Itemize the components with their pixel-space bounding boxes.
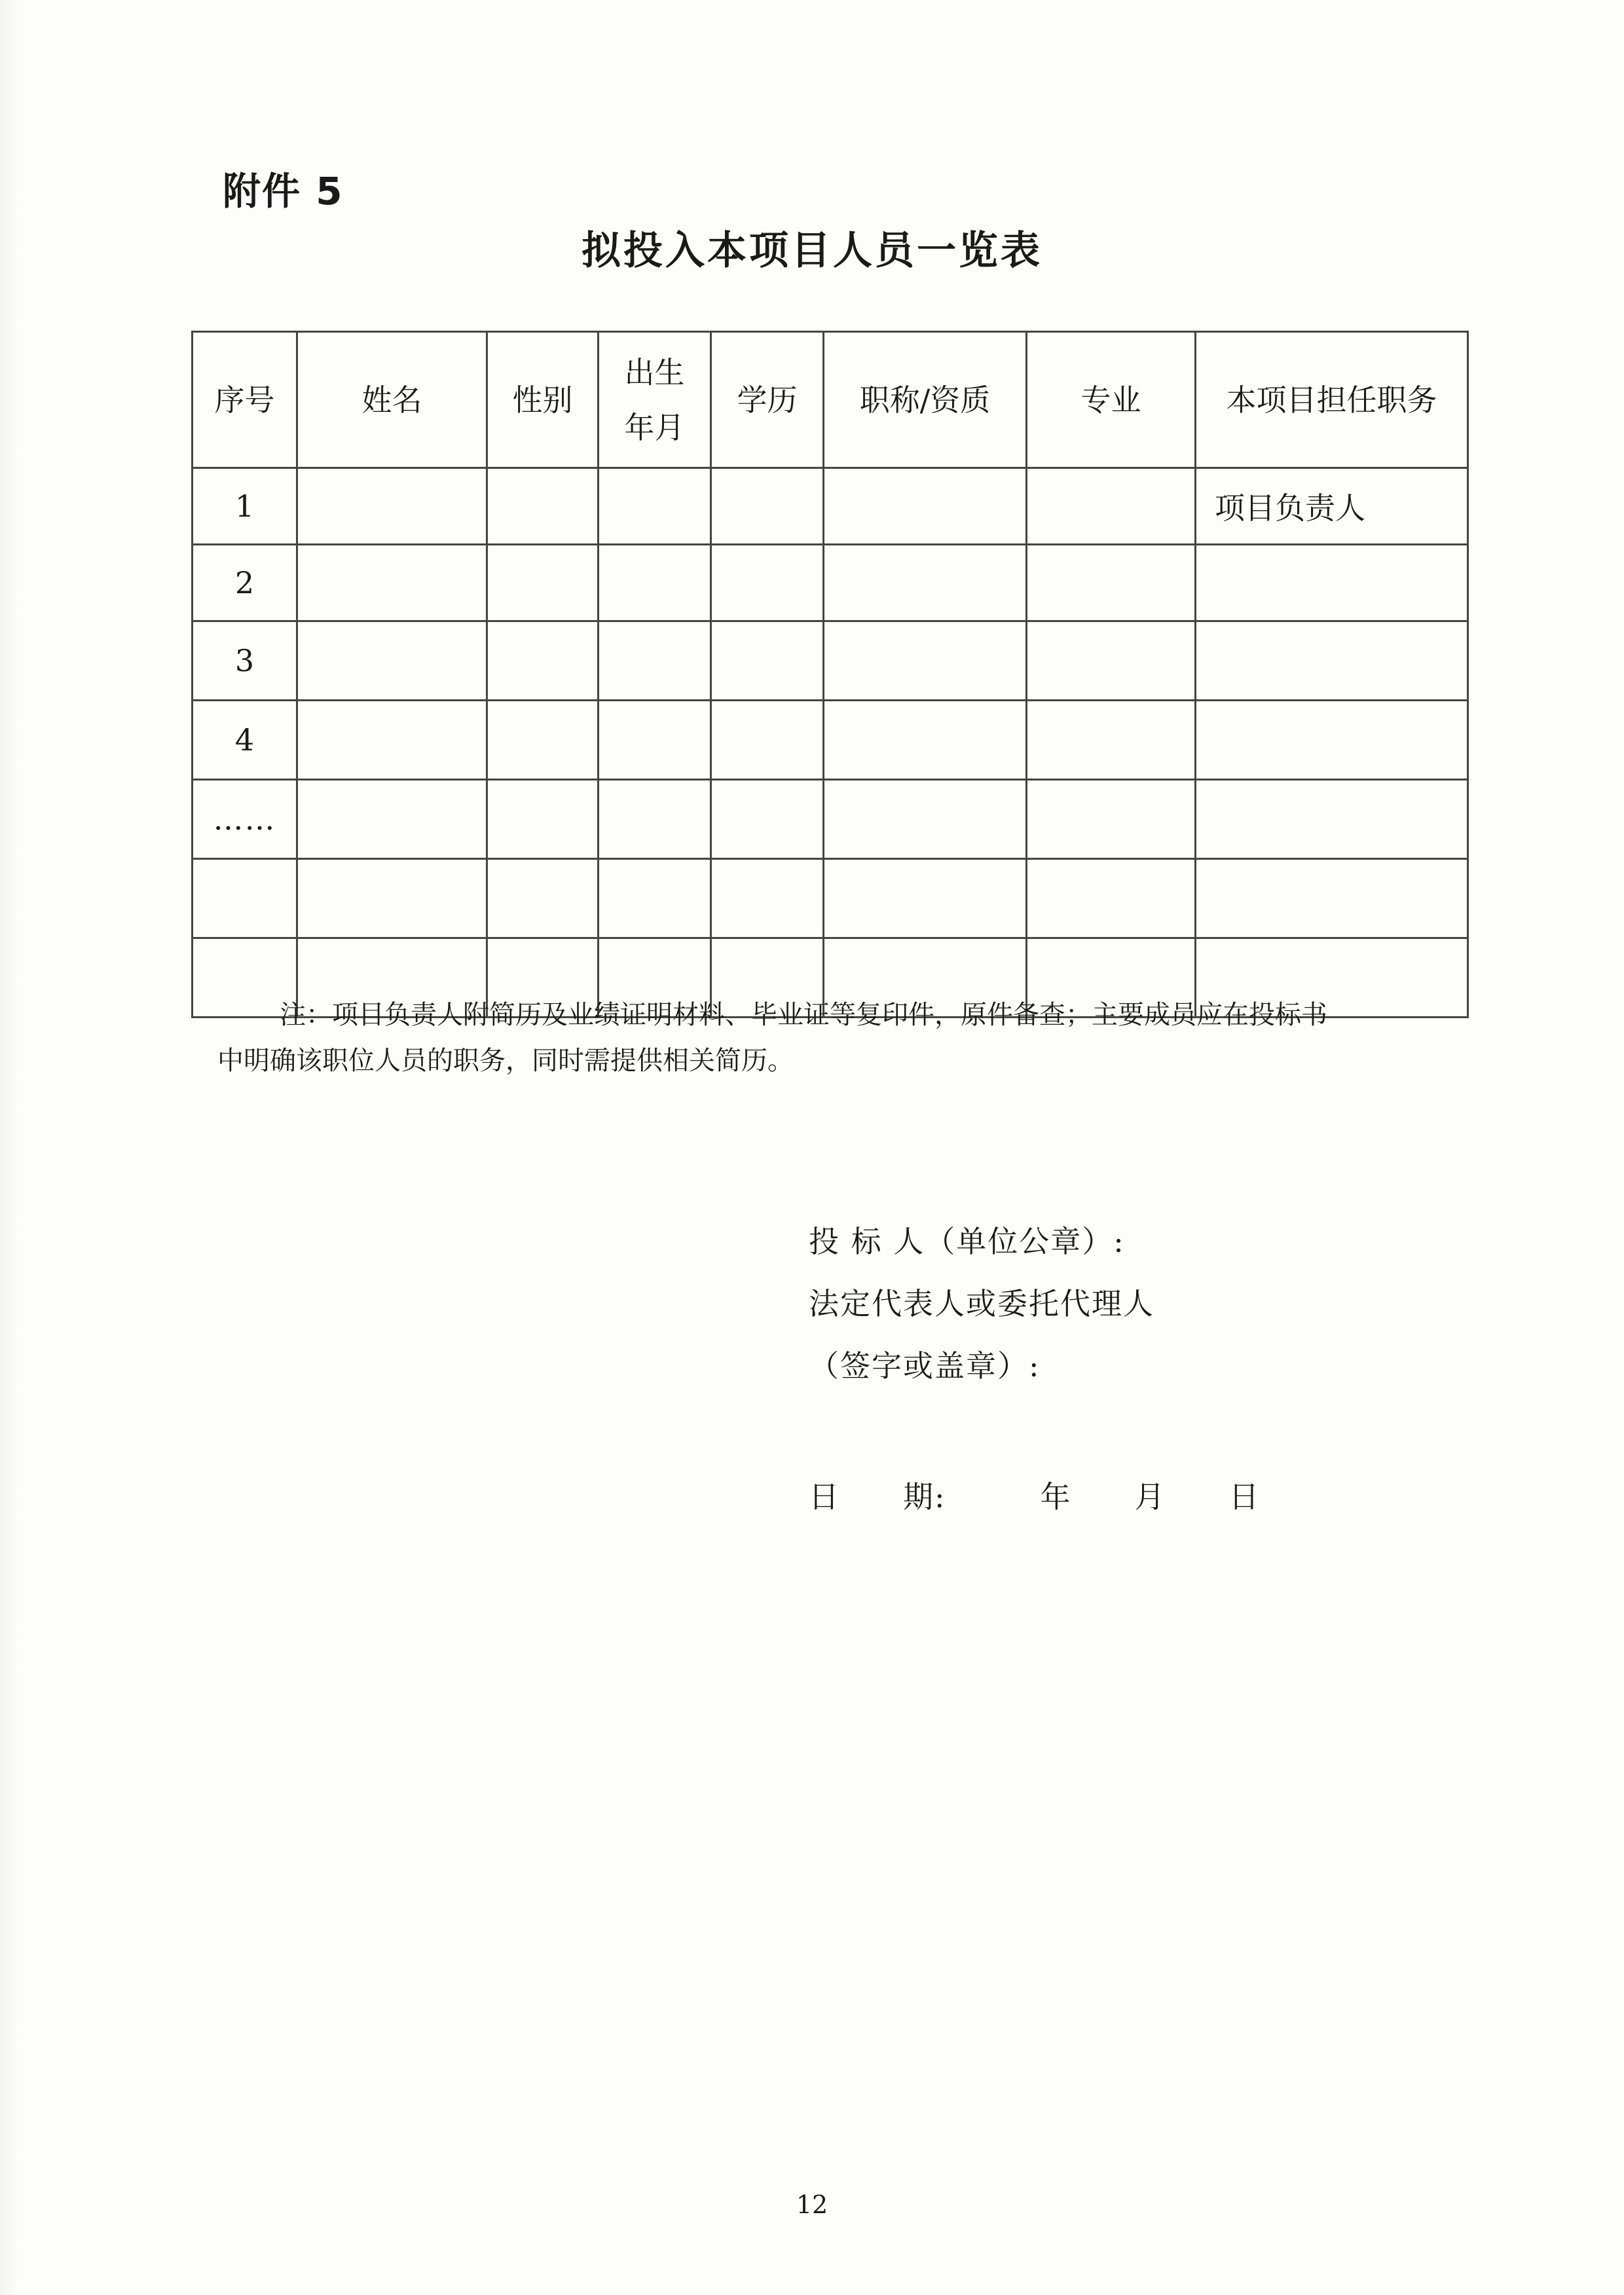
- cell-name[interactable]: [297, 468, 487, 545]
- cell-role[interactable]: 项目负责人: [1196, 468, 1468, 545]
- cell-birth[interactable]: [599, 701, 711, 780]
- date-label: 日 期: 年 月 日: [809, 1479, 1261, 1515]
- table-row: [193, 859, 1468, 938]
- cell-education[interactable]: [711, 701, 824, 780]
- col-header-name: 姓名: [297, 332, 487, 468]
- row-no: [193, 859, 297, 938]
- col-header-birth-line1: 出生: [624, 354, 685, 390]
- table-row: [193, 701, 1468, 780]
- col-header-education: 学历: [711, 332, 824, 468]
- cell-birth[interactable]: [599, 545, 711, 621]
- cell-name[interactable]: [297, 701, 487, 780]
- cell-role[interactable]: [1196, 859, 1468, 938]
- cell-education[interactable]: [711, 468, 824, 545]
- cell-education[interactable]: [711, 780, 824, 859]
- cell-title[interactable]: [824, 780, 1027, 859]
- cell-title[interactable]: [824, 468, 1027, 545]
- note-line-1: 注：项目负责人附简历及业绩证明材料、毕业证等复印件，原件备查；主要成员应在投标书: [280, 1000, 1327, 1030]
- page-title: 拟投入本项目人员一览表: [581, 228, 1043, 274]
- col-header-gender: 性别: [487, 332, 599, 468]
- cell-gender[interactable]: [487, 859, 599, 938]
- page-number: 12: [796, 2190, 828, 2219]
- scan-edge-left: [0, 0, 20, 2295]
- cell-name[interactable]: [297, 621, 487, 701]
- row-no: 4: [193, 701, 297, 780]
- cell-name[interactable]: [297, 780, 487, 859]
- cell-role[interactable]: [1196, 621, 1468, 701]
- cell-education[interactable]: [711, 545, 824, 621]
- table-row: [193, 780, 1468, 859]
- cell-title[interactable]: [824, 701, 1027, 780]
- note-line-2: 中明确该职位人员的职务，同时需提供相关简历。: [217, 1046, 794, 1076]
- cell-name[interactable]: [297, 545, 487, 621]
- cell-name[interactable]: [297, 859, 487, 938]
- bidder-seal-label: 投 标 人（单位公章）:: [809, 1224, 1125, 1259]
- cell-major[interactable]: [1027, 780, 1196, 859]
- signature-label: （签字或盖章）:: [809, 1348, 1041, 1384]
- row-no: 3: [193, 621, 297, 701]
- cell-gender[interactable]: [487, 545, 599, 621]
- row-no: 1: [193, 468, 297, 545]
- cell-birth[interactable]: [599, 621, 711, 701]
- row-no: ……: [193, 780, 297, 859]
- col-header-birth-line2: 年月: [624, 409, 685, 445]
- cell-role[interactable]: [1196, 701, 1468, 780]
- cell-gender[interactable]: [487, 621, 599, 701]
- col-header-birth: [599, 332, 711, 468]
- cell-major[interactable]: [1027, 859, 1196, 938]
- cell-title[interactable]: [824, 545, 1027, 621]
- cell-birth[interactable]: [599, 468, 711, 545]
- attachment-label: 附件 5: [223, 169, 344, 213]
- table-note: [217, 992, 1449, 1084]
- cell-major[interactable]: [1027, 468, 1196, 545]
- cell-major[interactable]: [1027, 621, 1196, 701]
- col-header-role: 本项目担任职务: [1196, 332, 1468, 468]
- legal-rep-label: 法定代表人或委托代理人: [809, 1286, 1154, 1321]
- cell-role[interactable]: [1196, 780, 1468, 859]
- table-row: [193, 545, 1468, 621]
- table-row: [193, 468, 1468, 545]
- cell-title[interactable]: [824, 859, 1027, 938]
- personnel-table: [191, 331, 1469, 1018]
- table-row: [193, 621, 1468, 701]
- cell-education[interactable]: [711, 859, 824, 938]
- cell-major[interactable]: [1027, 701, 1196, 780]
- row-no: 2: [193, 545, 297, 621]
- cell-gender[interactable]: [487, 468, 599, 545]
- cell-education[interactable]: [711, 621, 824, 701]
- cell-gender[interactable]: [487, 701, 599, 780]
- table-header-row: [193, 332, 1468, 468]
- cell-role[interactable]: [1196, 545, 1468, 621]
- cell-gender[interactable]: [487, 780, 599, 859]
- col-header-no: 序号: [193, 332, 297, 468]
- cell-birth[interactable]: [599, 859, 711, 938]
- col-header-title: 职称/资质: [824, 332, 1027, 468]
- col-header-major: 专业: [1027, 332, 1196, 468]
- cell-major[interactable]: [1027, 545, 1196, 621]
- cell-birth[interactable]: [599, 780, 711, 859]
- cell-title[interactable]: [824, 621, 1027, 701]
